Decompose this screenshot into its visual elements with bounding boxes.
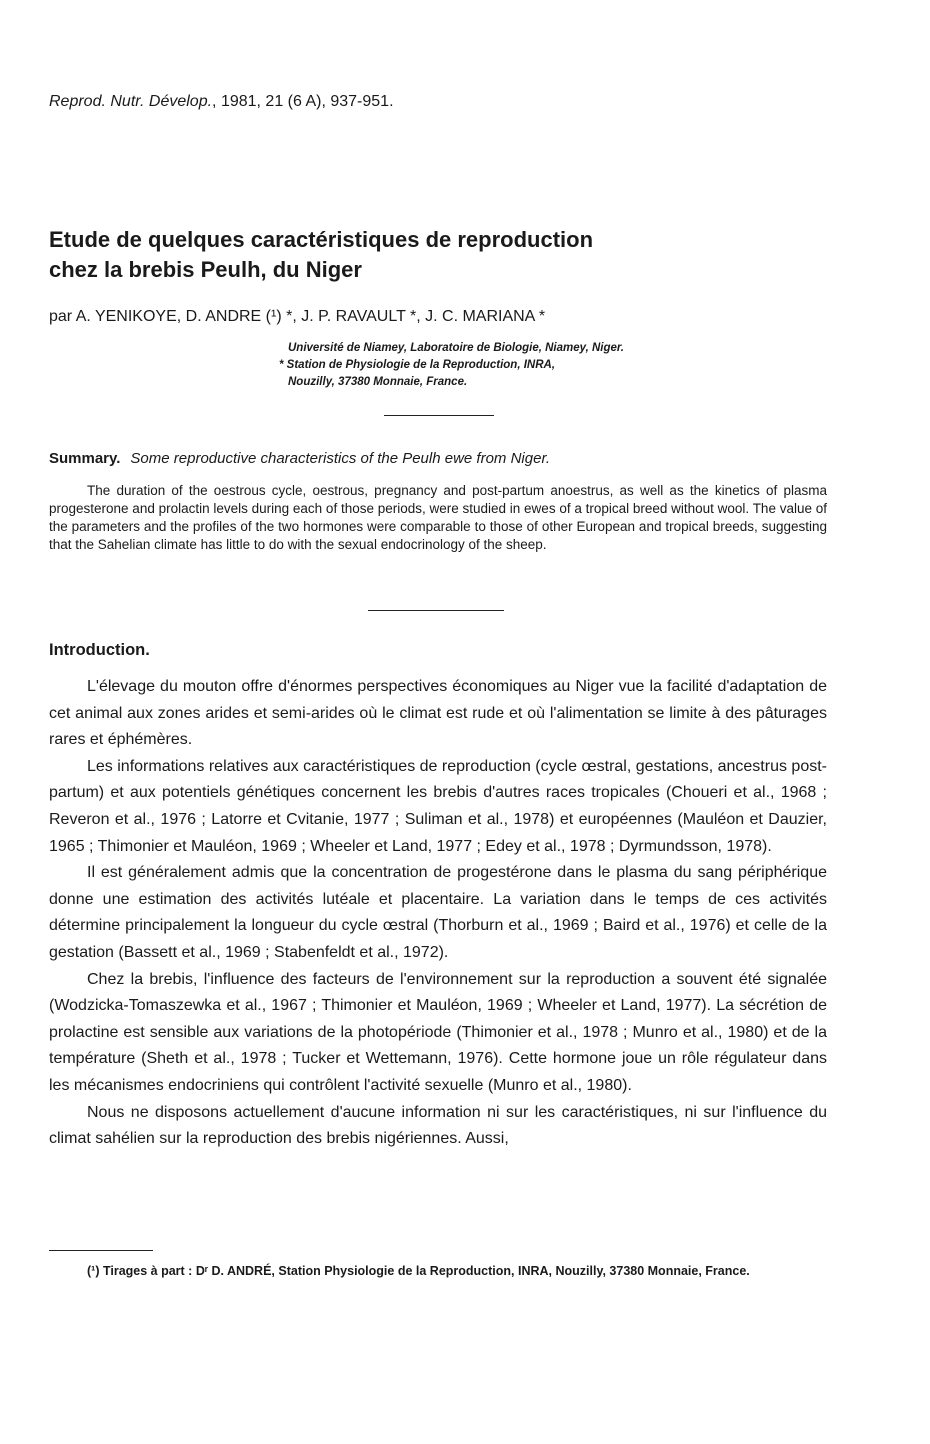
- body-paragraph: L'élevage du mouton offre d'énormes perspectives économiques au Niger vue la facilité d'adaptation de cet animal aux zones arides et semi-arides où le climat est rude et où l'alimentation se limite à des pâturages rares et éphémères.: [49, 678, 827, 749]
- title-line: Etude de quelques caractéristiques de reproduction: [49, 227, 594, 252]
- footnote: (¹) Tirages à part : Dʳ D. ANDRÉ, Station Physiologie de la Reproduction, INRA, Nouzilly, 37380 Monnaie, France.: [87, 1264, 750, 1278]
- summary-heading: [49, 450, 550, 467]
- affiliation-line: Université de Niamey, Laboratoire de Biologie, Niamey, Niger.: [288, 342, 624, 354]
- article-title: [49, 225, 869, 285]
- title-line: chez la brebis Peulh, du Niger: [49, 257, 362, 282]
- header-divider: [384, 415, 494, 416]
- journal-name: Reprod. Nutr. Dévelop.: [49, 93, 213, 110]
- body-paragraph: Chez la brebis, l'influence des facteurs de l'environnement sur la reproduction a souvent été signalée (Wodzicka-Tomaszewka et al., 1967 ; Thimonier et Mauléon, 1969 ; Wheeler et Land, 1977). La sécrétion de prolactine est sensible aux variations de la photopériode (Thimonier et al., 1978 ; Munro et al., 1980) et de la température (Sheth et al., 1978 ; Tucker et Wettemann, 1976). Cette hormone joue un rôle régulateur dans les mécanismes endocriniens qui contrôlent l'activité sexuelle (Munro et al., 1980).: [49, 970, 827, 1094]
- abstract-text: The duration of the oestrous cycle, oestrous, pregnancy and post-partum anoestrus, as well as the kinetics of plasma progesterone and prolactin levels during each of those periods, were studied in ewes of a tropical breed without wool. The value of the parameters and the profiles of the two hormones were comparable to those of other European and tropical breeds, suggesting that the Sahelian climate has little to do with the sexual endocrinology of the sheep.: [49, 483, 827, 552]
- author-list: par A. YENIKOYE, D. ANDRE (¹) *, J. P. RAVAULT *, J. C. MARIANA *: [49, 308, 546, 325]
- summary-label: Summary.: [49, 450, 121, 467]
- body-paragraph: Il est généralement admis que la concentration de progestérone dans le plasma du sang périphérique donne une estimation des activités lutéale et placentaire. La variation dans le temps de ces activités détermine principalement la longueur du cycle œstral (Thorburn et al., 1969 ; Baird et al., 1976) et celle de la gestation (Bassett et al., 1969 ; Stabenfeldt et al., 1972).: [49, 864, 827, 961]
- introduction-body: [49, 674, 827, 1153]
- footnote-divider: [49, 1250, 153, 1251]
- introduction-heading: Introduction.: [49, 641, 150, 659]
- journal-citation: [49, 93, 394, 111]
- affiliation-line: Nouzilly, 37380 Monnaie, France.: [288, 376, 468, 388]
- body-paragraph: Nous ne disposons actuellement d'aucune information ni sur les caractéristiques, ni sur l'influence du climat sahélien sur la reproduction des brebis nigériennes. Aussi,: [49, 1103, 827, 1148]
- summary-subtitle: Some reproductive characteristics of the Peulh ewe from Niger.: [130, 450, 551, 467]
- body-paragraph: Les informations relatives aux caractéristiques de reproduction (cycle œstral, gestations, ancestrus post-partum) et aux potentiels génétiques concernent les brebis d'autres races tropicales (Choueri et al., 1968 ; Reveron et al., 1976 ; Latorre et Cvitanie, 1977 ; Suliman et al., 1978) et européennes (Mauléon et Dauzier, 1965 ; Thimonier et Mauléon, 1969 ; Wheeler et Land, 1977 ; Edey et al., 1978 ; Dyrmundsson, 1978).: [49, 757, 827, 855]
- abstract-divider: [368, 610, 504, 611]
- citation-details: , 1981, 21 (6 A), 937-951.: [212, 93, 394, 110]
- affiliations: [279, 340, 624, 391]
- affiliation-line: * Station de Physiologie de la Reproduction, INRA,: [279, 359, 556, 371]
